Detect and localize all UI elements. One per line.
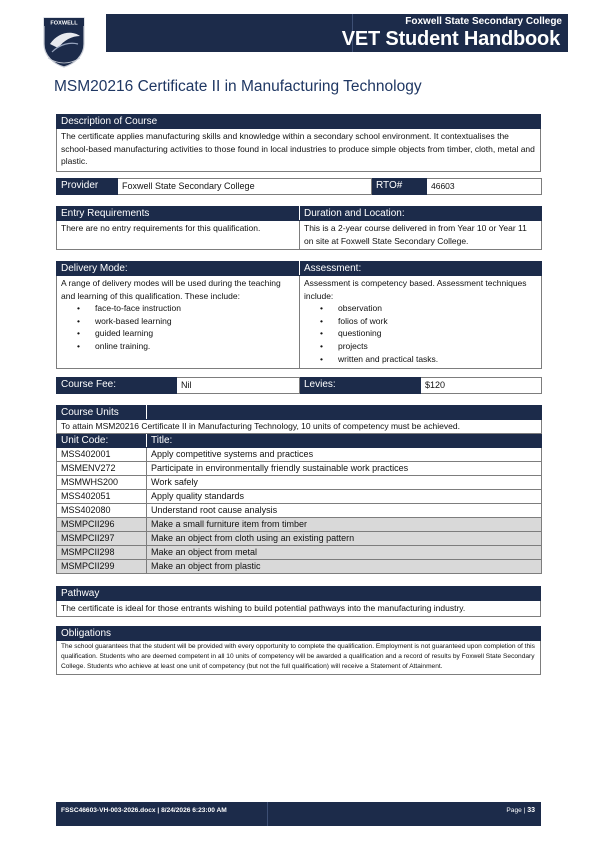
unit-title: Make an object from plastic	[147, 560, 542, 574]
college-crest-logo	[42, 14, 86, 68]
header-banner	[106, 14, 568, 52]
table-row	[57, 448, 542, 462]
unit-title: Apply competitive systems and practices	[147, 448, 542, 462]
unit-title: Make an object from metal	[147, 546, 542, 560]
pathway-table	[56, 586, 541, 617]
course-units-table	[56, 405, 542, 574]
delivery-heading: Delivery Mode:	[57, 262, 300, 276]
course-units-heading: Course Units	[57, 406, 147, 420]
provider-label: Provider	[57, 179, 118, 195]
svg-text:FOXWELL: FOXWELL	[50, 20, 78, 27]
delivery-cell	[57, 276, 300, 369]
delivery-modes-list	[61, 302, 295, 353]
course-units-intro: To attain MSM20216 Certificate II in Manufacturing Technology, 10 units of competency must be achieved.	[57, 420, 542, 434]
obligations-table	[56, 626, 541, 675]
table-row	[57, 546, 542, 560]
pathway-heading: Pathway	[57, 587, 541, 601]
unit-code-header: Unit Code:	[57, 434, 147, 448]
description-heading: Description of Course	[57, 115, 541, 129]
assessment-cell	[300, 276, 542, 369]
table-row	[57, 462, 542, 476]
unit-title: Make a small furniture item from timber	[147, 518, 542, 532]
list-item: • work-based learning	[77, 315, 295, 328]
entry-text: There are no entry requirements for this qualification.	[57, 221, 300, 250]
page-label: Page |	[506, 807, 526, 814]
rto-value: 46603	[427, 179, 542, 195]
description-text: The certificate applies manufacturing skills and knowledge within a secondary school environment. It contextualises the school-based manufacturing activities to those found in local industries to produce simple objects from timber, cloth, metal and plastic.	[57, 129, 541, 172]
duration-heading: Duration and Location:	[300, 207, 542, 221]
table-row	[57, 532, 542, 546]
page-footer	[56, 802, 541, 826]
unit-code: MSS402080	[57, 504, 147, 518]
list-item: • online training.	[77, 340, 295, 353]
list-item: • folios of work	[320, 315, 537, 328]
list-item: • face-to-face instruction	[77, 302, 295, 315]
unit-code: MSMPCII299	[57, 560, 147, 574]
levies-label: Levies:	[300, 378, 421, 394]
table-row	[57, 476, 542, 490]
unit-code: MSMPCII296	[57, 518, 147, 532]
assessment-intro: Assessment is competency based. Assessment techniques include:	[304, 278, 527, 301]
entry-heading: Entry Requirements	[57, 207, 300, 221]
entry-duration-table	[56, 206, 542, 250]
unit-title: Work safely	[147, 476, 542, 490]
table-row	[57, 490, 542, 504]
unit-code: MSS402001	[57, 448, 147, 462]
unit-code: MSMENV272	[57, 462, 147, 476]
obligations-text: The school guarantees that the student will be provided with every opportunity to complete the qualification. Employment is not guaranteed upon completion of this qualification. Students who are deemed competent in all 10 units of competency will be awarded a qualification and a record of results by Foxwell State Secondary College. Students who achieve at least one unit of competency (but not the full qualification) will receive a Statement of Attainment.	[57, 641, 541, 675]
list-item: • written and practical tasks.	[320, 353, 537, 366]
unit-code: MSMPCII298	[57, 546, 147, 560]
unit-code: MSS402051	[57, 490, 147, 504]
college-name: Foxwell State Secondary College	[405, 16, 562, 27]
unit-code: MSMWHS200	[57, 476, 147, 490]
provider-value: Foxwell State Secondary College	[118, 179, 372, 195]
provider-table	[56, 178, 542, 195]
page-number: 33	[527, 807, 535, 814]
table-row	[57, 560, 542, 574]
delivery-assessment-table	[56, 261, 542, 369]
list-item: • observation	[320, 302, 537, 315]
obligations-heading: Obligations	[57, 627, 541, 641]
list-item: • projects	[320, 340, 537, 353]
footer-page-number	[506, 807, 535, 814]
levies-value: $120	[421, 378, 542, 394]
unit-title: Make an object from cloth using an existing pattern	[147, 532, 542, 546]
handbook-title: VET Student Handbook	[341, 28, 560, 50]
course-units-heading-filler	[147, 406, 542, 420]
footer-doc-ref: FSSC46603-VH-003-2026.docx | 8/24/2026 6:23:00 AM	[61, 807, 227, 814]
unit-title: Understand root cause analysis	[147, 504, 542, 518]
page-title: MSM20216 Certificate II in Manufacturing Technology	[54, 78, 422, 95]
assessment-heading: Assessment:	[300, 262, 542, 276]
list-item: • questioning	[320, 327, 537, 340]
assessment-techniques-list	[304, 302, 537, 366]
course-fee-label: Course Fee:	[57, 378, 177, 394]
duration-text: This is a 2-year course delivered in from Year 10 or Year 11 on site at Foxwell State Secondary College.	[300, 221, 542, 250]
delivery-intro: A range of delivery modes will be used during the teaching and learning of this qualification. These include:	[61, 278, 281, 301]
unit-title-header: Title:	[147, 434, 542, 448]
unit-title: Apply quality standards	[147, 490, 542, 504]
description-table	[56, 114, 541, 172]
fees-table	[56, 377, 542, 394]
table-row	[57, 518, 542, 532]
rto-label: RTO#	[372, 179, 427, 195]
course-fee-value: Nil	[177, 378, 300, 394]
table-row	[57, 504, 542, 518]
pathway-text: The certificate is ideal for those entrants wishing to build potential pathways into the manufacturing industry.	[57, 601, 541, 617]
unit-code: MSMPCII297	[57, 532, 147, 546]
unit-title: Participate in environmentally friendly sustainable work practices	[147, 462, 542, 476]
list-item: • guided learning	[77, 327, 295, 340]
